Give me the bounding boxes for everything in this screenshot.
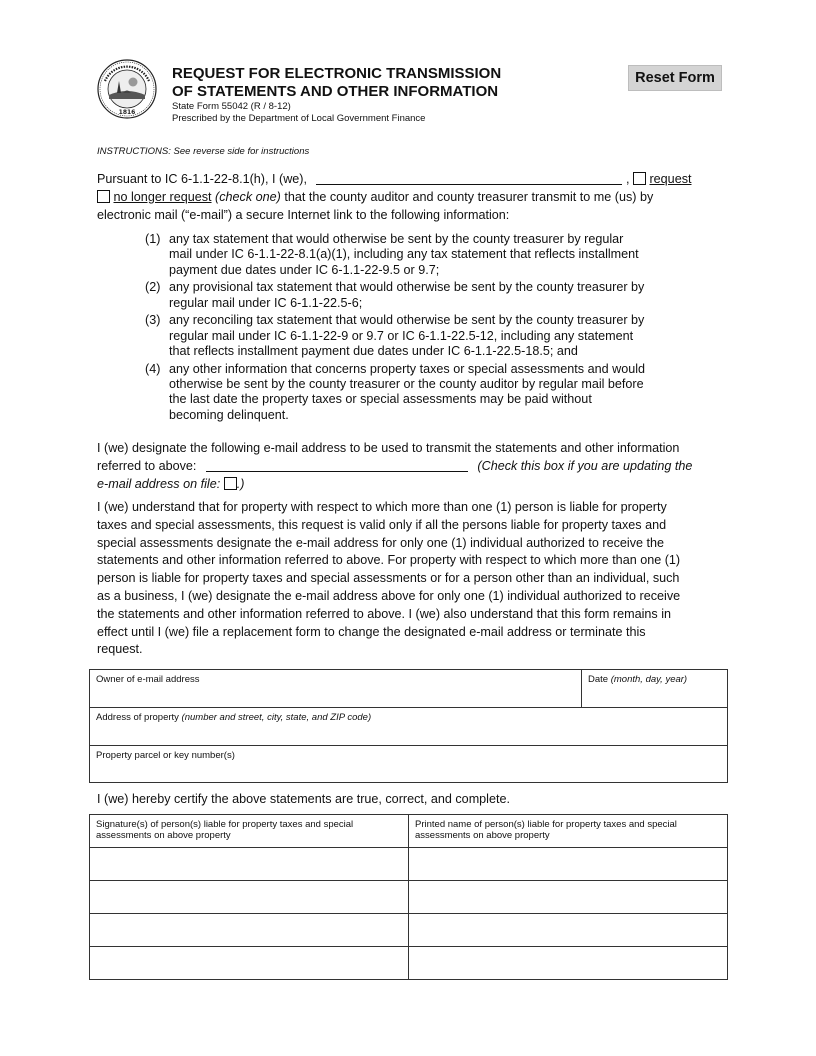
intro-line-3: electronic mail (“e-mail”) a secure Internet link to the following information: — [97, 208, 510, 222]
property-address-cell[interactable] — [90, 708, 728, 746]
understand-line: statements and other information referred to above. For property with respect to which more than one (1) — [97, 553, 681, 568]
printed-name-field[interactable] — [409, 947, 728, 980]
table-row — [90, 848, 728, 881]
owner-email-cell[interactable] — [90, 670, 582, 708]
form-number: State Form 55042 (R / 8-12) — [172, 101, 291, 112]
referred-label: referred to above: — [97, 459, 197, 473]
date-label: Date — [588, 674, 609, 685]
understand-line: special assessments designate the e-mail address for only one (1) individual authorized to receive the — [97, 535, 665, 550]
owner-email-label: Owner of e-mail address — [96, 674, 200, 685]
printed-name-field[interactable] — [409, 881, 728, 914]
property-address-label: Address of property — [96, 712, 179, 723]
list-line: becoming delinquent. — [169, 407, 289, 422]
update-email-checkbox[interactable] — [224, 477, 237, 490]
list-line: regular mail under IC 6-1.1-22-9 or 9.7 or IC 6-1.1-22.5-12, including any statement — [169, 328, 634, 343]
no-longer-request-checkbox[interactable] — [97, 190, 110, 203]
check-box-note: (Check this box if you are updating the — [477, 459, 693, 473]
request-checkbox[interactable] — [633, 172, 646, 185]
understand-line: the statements and other information referred to above. I (we) also understand that this form remains in — [97, 606, 672, 621]
parcel-number-label: Property parcel or key number(s) — [96, 750, 235, 761]
property-address-hint: (number and street, city, state, and ZIP code) — [181, 712, 372, 723]
list-line: any provisional tax statement that would otherwise be sent by the county treasurer by — [169, 280, 645, 295]
intro-line-2-rest: that the county auditor and county treasurer transmit to me (us) by — [280, 190, 654, 204]
date-cell[interactable] — [582, 670, 728, 708]
table-row — [90, 914, 728, 947]
email-address-field[interactable] — [206, 459, 468, 472]
no-longer-request-label: no longer request — [113, 190, 212, 204]
instructions-note: INSTRUCTIONS: See reverse side for instructions — [97, 146, 310, 157]
request-label: request — [649, 172, 692, 186]
printed-name-field[interactable] — [409, 848, 728, 881]
list-number: (1) — [145, 232, 161, 246]
printed-name-field[interactable] — [409, 914, 728, 947]
understand-line: I (we) understand that for property with respect to which more than one (1) person is liable for property — [97, 500, 667, 514]
printed-name-header-line-2: assessments on above property — [415, 830, 550, 841]
check-one-note: (check one) — [215, 190, 281, 204]
designate-paragraph — [97, 439, 719, 493]
signature-field[interactable] — [90, 914, 409, 947]
list-item — [145, 362, 685, 423]
understand-paragraph — [97, 499, 722, 659]
certify-statement: I (we) hereby certify the above statements are true, correct, and complete. — [97, 792, 510, 806]
understand-line: as a business, I (we) designate the e-mail address above for only one (1) individual authorized to receive — [97, 588, 681, 603]
table-row — [90, 947, 728, 980]
seal-year: 1816 — [118, 109, 136, 116]
understand-line: effect until I (we) file a replacement form to change the designated e-mail address or terminate this — [97, 624, 646, 639]
signature-field[interactable] — [90, 848, 409, 881]
list-item — [145, 280, 685, 311]
list-line: that reflects installment payment due dates under IC 6-1.1-22.5-18.5; and — [169, 344, 578, 359]
list-line: mail under IC 6-1.1-22-8.1(a)(1), including any tax statement that reflects installment — [169, 247, 639, 262]
form-header — [172, 65, 501, 125]
printed-name-header-line-1: Printed name of person(s) liable for property taxes and special — [415, 819, 677, 830]
designate-line-1: I (we) designate the following e-mail address to be used to transmit the statements and other information — [97, 441, 680, 455]
parcel-number-cell[interactable] — [90, 746, 728, 783]
signature-field[interactable] — [90, 947, 409, 980]
information-list — [145, 232, 685, 426]
signature-table — [89, 814, 728, 980]
list-line: any tax statement that would otherwise be sent by the county treasurer by regular — [169, 232, 624, 246]
printed-name-header — [409, 815, 728, 848]
list-number: (3) — [145, 313, 161, 328]
understand-line: person is liable for property taxes and special assessments or for a person other than an individual, such — [97, 571, 680, 586]
on-file-label: e-mail address on file: — [97, 477, 221, 491]
understand-line: request. — [97, 642, 143, 657]
indiana-state-seal — [97, 59, 157, 119]
taxpayer-name-field[interactable] — [316, 172, 622, 185]
signature-header-line-2: assessments on above property — [96, 830, 231, 841]
form-title-line-1: REQUEST FOR ELECTRONIC TRANSMISSION — [172, 65, 502, 82]
intro-paragraph — [97, 170, 719, 224]
signature-header — [90, 815, 409, 848]
form-title-line-2: OF STATEMENTS AND OTHER INFORMATION — [172, 83, 499, 100]
list-line: any reconciling tax statement that would otherwise be sent by the county treasurer by — [169, 313, 645, 328]
list-item — [145, 232, 685, 278]
list-item — [145, 313, 685, 359]
date-hint: (month, day, year) — [610, 674, 688, 685]
list-line: the last date the property taxes or special assessments may be paid without — [169, 392, 592, 407]
list-number: (4) — [145, 361, 161, 376]
understand-line: taxes and special assessments, this request is valid only if all the persons liable for property taxes and — [97, 517, 667, 532]
reset-form-button[interactable]: Reset Form — [628, 65, 722, 91]
pursuant-text: Pursuant to IC 6-1.1-22-8.1(h), I (we), — [97, 172, 307, 186]
list-line: any other information that concerns property taxes or special assessments and would — [169, 361, 646, 376]
prescribed-by: Prescribed by the Department of Local Government Finance — [172, 113, 426, 124]
list-line: regular mail under IC 6-1.1-22.5-6; — [169, 295, 363, 310]
close-paren: .) — [236, 477, 245, 491]
property-info-table — [89, 669, 728, 783]
comma: , — [625, 172, 630, 186]
table-row — [90, 881, 728, 914]
list-line: payment due dates under IC 6-1.1-22-9.5 or 9.7; — [169, 262, 440, 277]
signature-header-line-1: Signature(s) of person(s) liable for property taxes and special — [96, 819, 354, 830]
list-line: otherwise be sent by the county treasurer or the county auditor by regular mail before — [169, 377, 644, 392]
signature-field[interactable] — [90, 881, 409, 914]
list-number: (2) — [145, 280, 161, 295]
